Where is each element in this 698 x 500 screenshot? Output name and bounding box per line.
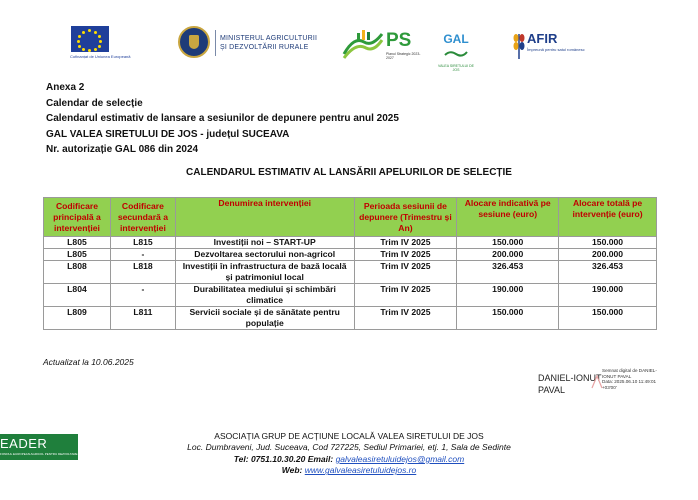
- footer-web: [0, 465, 698, 476]
- document-heading: [46, 80, 399, 158]
- ministry-name: [220, 34, 317, 52]
- main-code: L805: [44, 249, 111, 261]
- wheat-icon: [512, 30, 526, 60]
- signer-name-line-2: PAVAL: [538, 385, 566, 395]
- header-main-code: Codificare principală a intervenției: [44, 198, 111, 237]
- intervention-name: Dezvoltarea sectorului non-agricol: [175, 249, 354, 261]
- table-row: [44, 261, 657, 284]
- header-total-allocation: Alocare totală pe intervenție (euro): [559, 198, 657, 237]
- header-indicative-allocation: Alocare indicativă pe sesiune (euro): [457, 198, 559, 237]
- indicative-allocation: 326.453: [457, 261, 559, 284]
- total-allocation: 150.000: [559, 237, 657, 249]
- web-label: Web:: [281, 465, 303, 476]
- session-period: Trim IV 2025: [354, 249, 457, 261]
- header-intervention-name: Denumirea intervenției: [175, 198, 354, 237]
- signed-line-4: +03'00': [602, 384, 617, 390]
- ministry-line-2: ȘI DEZVOLTĂRII RURALE: [220, 44, 309, 51]
- leader-text: EADER: [0, 436, 48, 451]
- gal-logo: [438, 32, 474, 72]
- signed-line-3: Data: 2025.06.10 11:49:01: [602, 379, 657, 385]
- afir-caption: Împreună pentru satul românesc: [527, 47, 585, 52]
- email-label: Email:: [307, 453, 334, 464]
- signer-name-line-1: DANIEL-IONUT: [538, 373, 602, 383]
- indicative-allocation: 150.000: [457, 237, 559, 249]
- email-link[interactable]: galvaleasiretuluidejos@gmail.com: [335, 453, 465, 464]
- total-allocation: 200.000: [559, 249, 657, 261]
- table-row: [44, 284, 657, 307]
- gal-text: GAL: [443, 32, 469, 46]
- updated-date: Actualizat la 10.06.2025: [43, 357, 134, 367]
- ministry-logo: [178, 26, 328, 64]
- afir-text: AFIR: [527, 31, 558, 46]
- ps-logo: [342, 28, 422, 64]
- table-header-row: [44, 198, 657, 237]
- ps-caption: Planul Strategic 2023-2027: [386, 52, 421, 60]
- secondary-code: -: [110, 284, 175, 307]
- ps-emblem-icon: [342, 28, 384, 60]
- session-period: Trim IV 2025: [354, 237, 457, 249]
- indicative-allocation: 200.000: [457, 249, 559, 261]
- table-row: [44, 237, 657, 249]
- selection-calendar-table: [43, 197, 657, 330]
- secondary-code: L818: [110, 261, 175, 284]
- footer-organization: ASOCIAȚIA GRUP DE ACȚIUNE LOCALĂ VALEA SIRETULUI DE JOS: [214, 431, 484, 441]
- calendar-label: Calendar de selecție: [46, 97, 143, 109]
- secondary-code: L815: [110, 237, 175, 249]
- tel-number: 0751.10.30.20: [250, 453, 306, 464]
- web-link[interactable]: www.galvaleasiretuluidejos.ro: [304, 465, 417, 476]
- ministry-line-1: MINISTERUL AGRICULTURII: [220, 35, 318, 42]
- main-code: L809: [44, 307, 111, 330]
- indicative-allocation: 150.000: [457, 307, 559, 330]
- eu-logo: [70, 26, 131, 59]
- intervention-name: Durabilitatea mediului și schimbări climatice: [175, 284, 354, 307]
- afir-logo: [512, 28, 592, 68]
- digital-signature-info: [602, 368, 657, 390]
- logo-bar: [0, 24, 698, 72]
- page-footer: [0, 431, 698, 477]
- coat-of-arms-icon: [178, 26, 210, 58]
- main-code: L808: [44, 261, 111, 284]
- secondary-code: -: [110, 249, 175, 261]
- leader-caption: FONDUL EUROPEAN AGRICOL PENTRU DEZVOLTARE RURALĂ: [0, 452, 91, 456]
- header-secondary-code: Codificare secundară a intervenției: [110, 198, 175, 237]
- intervention-name: Investiții noi – START-UP: [175, 237, 354, 249]
- header-session-period: Perioada sesiunii de depunere (Trimestru și An): [354, 198, 457, 237]
- footer-contact: [0, 454, 698, 465]
- footer-address: Loc. Dumbraveni, Jud. Suceava, Cod 727225, Sediul Primariei, etj. 1, Sala de Sedinte: [187, 442, 511, 453]
- signed-line-2: IONUT PAVAL: [602, 373, 632, 379]
- total-allocation: 326.453: [559, 261, 657, 284]
- table-title: CALENDARUL ESTIMATIV AL LANSĂRII APELURILOR DE SELECȚIE: [186, 167, 512, 178]
- main-code: L805: [44, 237, 111, 249]
- annex-label: Anexa 2: [46, 82, 85, 93]
- session-period: Trim IV 2025: [354, 307, 457, 330]
- intervention-name: Investiții în infrastructura de bază locală și patrimoniul local: [175, 261, 354, 284]
- eu-caption: Cofinanțat de Uniunea Europeană: [70, 54, 131, 59]
- tel-label: Tel:: [233, 453, 249, 464]
- document-subtitle: Calendarul estimativ de lansare a sesiunilor de depunere pentru anul 2025: [46, 113, 399, 125]
- secondary-code: L811: [110, 307, 175, 330]
- total-allocation: 190.000: [559, 284, 657, 307]
- total-allocation: 150.000: [559, 307, 657, 330]
- intervention-name: Servicii sociale și de sănătate pentru populație: [175, 307, 354, 330]
- signed-line-1: Semnat digital de DANIEL-: [602, 368, 657, 373]
- main-code: L804: [44, 284, 111, 307]
- gal-wave-icon: [444, 49, 468, 59]
- gal-caption: VALEA SIRETULUI DE JOS: [438, 64, 474, 72]
- eu-flag-icon: [71, 26, 109, 52]
- divider: [215, 30, 216, 56]
- session-period: Trim IV 2025: [354, 284, 457, 307]
- ps-text: PS: [386, 30, 412, 51]
- gal-name: GAL VALEA SIRETULUI DE JOS - județul SUCEAVA: [46, 128, 290, 140]
- table-row: [44, 307, 657, 330]
- session-period: Trim IV 2025: [354, 261, 457, 284]
- authorization-number: Nr. autorizație GAL 086 din 2024: [46, 144, 199, 156]
- indicative-allocation: 190.000: [457, 284, 559, 307]
- table-row: [44, 249, 657, 261]
